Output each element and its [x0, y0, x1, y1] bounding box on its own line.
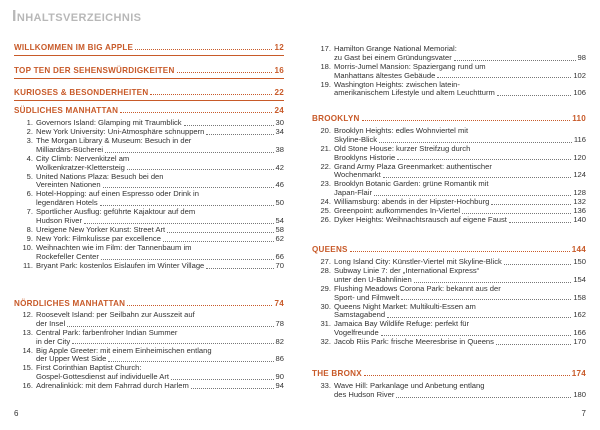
- section-queens[interactable]: [312, 245, 586, 254]
- section-page: 174: [571, 369, 586, 378]
- section-label: SÜDLICHES MANHATTAN: [14, 106, 119, 115]
- entry-number: 23.: [320, 179, 331, 189]
- dot-leader: [496, 344, 571, 345]
- entry-number: 24.: [320, 197, 331, 207]
- section-rule: [14, 100, 284, 101]
- toc-entry[interactable]: [312, 303, 586, 321]
- dot-leader: [381, 335, 572, 336]
- entry-number: 27.: [320, 257, 331, 266]
- toc-entry[interactable]: [14, 262, 284, 271]
- dot-leader: [167, 232, 273, 233]
- entry-text: Sportlicher Ausflug: geführte Kajaktour auf dem: [36, 207, 196, 217]
- entry-text: Vereinten Nationen: [36, 180, 101, 190]
- entry-text: Wolkenkratzer-Klettersteig: [36, 162, 125, 172]
- entry-number: 21.: [320, 143, 331, 153]
- toc-entry[interactable]: [14, 364, 284, 382]
- toc-entry[interactable]: [14, 137, 284, 155]
- entry-text: Greenpoint: aufkommendes In-Viertel: [334, 206, 461, 216]
- toc-entry[interactable]: [312, 338, 586, 347]
- toc-entry[interactable]: [312, 145, 586, 163]
- entry-number: 1.: [26, 118, 33, 127]
- entry-page: 170: [573, 337, 586, 347]
- entry-text: Governors Island: Glamping mit Traumblick: [36, 118, 182, 127]
- entry-page: 120: [573, 152, 586, 162]
- section-bronx[interactable]: [312, 369, 586, 378]
- dot-leader: [362, 120, 571, 121]
- dot-leader: [383, 177, 572, 178]
- entry-page: 30: [275, 118, 284, 127]
- entry-text: Vogelfreunde: [334, 328, 379, 338]
- entry-text: Williamsburg: abends in der Hipster-Hochburg: [334, 197, 490, 207]
- dot-leader: [103, 187, 274, 188]
- entry-page: 98: [577, 52, 586, 62]
- entry-number: 31.: [320, 319, 331, 329]
- entry-page: 38: [275, 144, 284, 154]
- entry-page: 124: [573, 170, 586, 180]
- dot-leader: [374, 195, 571, 196]
- entry-number: 20.: [320, 126, 331, 135]
- section-page: 110: [572, 114, 586, 123]
- entry-text: unter den U-Bahnlinien: [334, 274, 412, 284]
- entry-text: in der City: [36, 336, 71, 346]
- entry-number: 28.: [320, 266, 331, 275]
- dot-leader: [108, 361, 273, 362]
- entry-page: 154: [573, 274, 586, 284]
- entry-text: Grand Army Plaza Greenmarket: authentischer: [334, 161, 492, 171]
- section-brooklyn[interactable]: [312, 114, 586, 123]
- entry-page: 116: [573, 134, 586, 144]
- entry-text: Weihnachten wie im Film: der Tannenbaum im: [36, 243, 192, 252]
- toc-entry[interactable]: [14, 311, 284, 329]
- entry-text: New York University: Uni-Atmosphäre schnuppern: [36, 127, 205, 136]
- dot-leader: [504, 264, 571, 265]
- dot-leader: [509, 222, 571, 223]
- entry-number: 25.: [320, 206, 331, 216]
- dot-leader: [171, 379, 274, 380]
- dot-leader: [497, 95, 572, 96]
- entry-number: 9.: [26, 234, 33, 243]
- entry-page: 166: [573, 328, 586, 338]
- dot-leader: [206, 268, 273, 269]
- toc-entry[interactable]: [14, 347, 284, 365]
- entry-text: Morris-Jumel Mansion: Spaziergang rund um: [334, 61, 486, 71]
- entry-number: 2.: [26, 127, 33, 136]
- entry-text: des Hudson River: [334, 389, 395, 399]
- entry-text: The Morgan Library & Museum: Besuch in der: [36, 136, 192, 145]
- entry-text: der Upper West Side: [36, 354, 107, 364]
- entry-text: Hudson River: [36, 215, 83, 225]
- toc-entry[interactable]: [312, 127, 586, 145]
- entry-text: amerikanischem Lifestyle und altem Leuchtturm: [334, 88, 495, 98]
- entry-page: 94: [275, 381, 284, 391]
- entry-text: Washington Heights: zwischen latein-: [334, 79, 460, 89]
- dot-leader: [454, 60, 576, 61]
- entry-text: Jamaica Bay Wildlife Refuge: perfekt für: [334, 319, 470, 329]
- toc-entry[interactable]: [312, 216, 586, 225]
- entry-number: 5.: [26, 171, 33, 181]
- entry-text: Queens Night Market: Multikulti-Essen am: [334, 301, 476, 311]
- section-label: TOP TEN DER SEHENSWÜRDIGKEITEN: [14, 66, 175, 75]
- left-page-number: 6: [14, 409, 19, 418]
- entry-page: 50: [275, 198, 284, 208]
- toc-entry[interactable]: [312, 163, 586, 181]
- dot-leader: [206, 134, 273, 135]
- entry-page: 42: [275, 162, 284, 172]
- entry-number: 6.: [26, 189, 33, 199]
- entry-number: 19.: [320, 79, 331, 89]
- dot-leader: [491, 204, 571, 205]
- entry-text: United Nations Plaza: Besuch bei den: [36, 171, 164, 181]
- section-page: 22: [274, 88, 284, 97]
- entry-number: 33.: [320, 381, 331, 390]
- entry-page: 58: [275, 225, 284, 234]
- section-willkommen[interactable]: [14, 43, 284, 52]
- toc-entry[interactable]: [14, 173, 284, 191]
- entry-text: Jacob Riis Park: frische Meeresbrise in Queens: [334, 337, 494, 347]
- dot-leader: [105, 152, 273, 153]
- section-label: THE BRONX: [312, 369, 362, 378]
- section-label: KURIOSES & BESONDERHEITEN: [14, 88, 149, 97]
- entry-text: Flushing Meadows Corona Park: bekannt aus der: [334, 283, 501, 293]
- entry-text: Dyker Heights: Weihnachtsrausch auf eigene Faust: [334, 215, 507, 225]
- entry-text: Gospel-Gottesdienst auf individuelle Art: [36, 372, 169, 382]
- entry-number: 4.: [26, 153, 33, 163]
- dot-leader: [135, 49, 272, 50]
- entry-page: 162: [573, 310, 586, 320]
- entry-text: Hamilton Grange National Memorial:: [334, 44, 457, 53]
- entry-page: 136: [573, 206, 586, 216]
- toc-entry[interactable]: [14, 208, 284, 226]
- dot-leader: [84, 223, 274, 224]
- toc-entry[interactable]: [312, 63, 586, 81]
- entry-page: 66: [275, 251, 284, 261]
- entry-page: 158: [573, 292, 586, 302]
- dot-leader: [184, 125, 274, 126]
- entry-number: 11.: [23, 260, 33, 270]
- entry-page: 90: [275, 372, 284, 382]
- toc-entry[interactable]: [312, 267, 586, 285]
- section-label: BROOKLYN: [312, 114, 360, 123]
- toc-entry[interactable]: [14, 244, 284, 262]
- entry-text: Sport- und Filmwelt: [334, 292, 400, 302]
- entry-page: 132: [573, 197, 586, 207]
- entry-number: 3.: [26, 136, 33, 145]
- dot-leader: [150, 94, 272, 95]
- entry-text: Ureigene New Yorker Kunst: Street Art: [36, 225, 166, 234]
- entry-page: 34: [275, 127, 284, 136]
- dot-leader: [67, 326, 273, 327]
- entry-text: Skyline-Blick: [334, 134, 378, 144]
- entry-page: 180: [573, 389, 586, 399]
- entry-text: legendären Hotels: [36, 198, 98, 208]
- entry-page: 70: [275, 260, 284, 270]
- toc-entry[interactable]: [14, 382, 284, 391]
- entry-page: 54: [275, 215, 284, 225]
- entry-page: 140: [573, 215, 586, 225]
- entry-text: Japan-Flair: [334, 188, 372, 198]
- section-top[interactable]: [14, 66, 284, 75]
- entry-number: 13.: [22, 327, 33, 337]
- entry-number: 12.: [22, 310, 33, 319]
- dot-leader: [379, 142, 572, 143]
- toc-entry[interactable]: [14, 155, 284, 173]
- entry-text: Wochenmarkt: [334, 170, 381, 180]
- toc-entry[interactable]: [312, 285, 586, 303]
- entry-page: 46: [275, 180, 284, 190]
- entry-number: 16.: [22, 381, 33, 391]
- entry-page: 106: [573, 88, 586, 98]
- entry-number: 26.: [320, 215, 331, 225]
- entry-text: Samstagabend: [334, 310, 386, 320]
- dot-leader: [401, 299, 571, 300]
- entry-text: Long Island City: Künstler-Viertel mit Skyline-Blick: [334, 257, 502, 266]
- dot-leader: [120, 112, 272, 113]
- toc-entry[interactable]: [14, 190, 284, 208]
- entry-page: 86: [275, 354, 284, 364]
- dot-leader: [163, 241, 274, 242]
- entry-text: zu Gast bei einem Gründungsvater: [334, 52, 452, 62]
- entry-text: New York: Filmkulisse par excellence: [36, 234, 161, 243]
- dot-leader: [72, 343, 273, 344]
- entry-text: Rockefeller Center: [36, 251, 99, 261]
- toc-title: Inhaltsverzeichnis: [12, 8, 142, 25]
- toc-entry[interactable]: [312, 81, 586, 99]
- section-page: 16: [274, 66, 284, 75]
- entry-page: 82: [275, 336, 284, 346]
- toc-entry[interactable]: [312, 382, 586, 400]
- entry-text: Roosevelt Island: per Seilbahn zur Ausszeit auf: [36, 310, 195, 319]
- dot-leader: [191, 388, 274, 389]
- entry-text: der Insel: [36, 318, 66, 328]
- toc-entry[interactable]: [312, 45, 586, 63]
- entry-text: First Corinthian Baptist Church:: [36, 363, 142, 373]
- entry-text: Subway Linie 7: der „International Express“: [334, 266, 480, 275]
- dot-leader: [177, 72, 273, 73]
- entry-number: 29.: [320, 283, 331, 293]
- entry-text: Brooklyn Botanic Garden: grüne Romantik mit: [334, 179, 489, 189]
- toc-entry[interactable]: [14, 329, 284, 347]
- dot-leader: [350, 251, 570, 252]
- section-page: 24: [274, 106, 284, 115]
- dot-leader: [387, 317, 571, 318]
- entry-text: Brooklyns Historie: [334, 152, 396, 162]
- entry-text: Central Park: farbenfroher Indian Summer: [36, 327, 178, 337]
- entry-number: 17.: [320, 44, 331, 53]
- section-kurioses[interactable]: [14, 88, 284, 97]
- dot-leader: [101, 259, 274, 260]
- right-page-number: 7: [581, 409, 586, 418]
- toc-entry[interactable]: [312, 320, 586, 338]
- entry-number: 8.: [26, 225, 33, 234]
- section-page: 74: [274, 299, 284, 308]
- entry-text: Milliardärs-Bücherei: [36, 144, 104, 154]
- entry-text: Brooklyn Heights: edles Wohnviertel mit: [334, 126, 469, 135]
- entry-text: Adrenalinkick: mit dem Fahrrad durch Harlem: [36, 381, 189, 391]
- entry-number: 30.: [320, 301, 331, 311]
- entry-text: Hotel-Hopping: auf einen Espresso oder Drink in: [36, 189, 199, 199]
- entry-text: Big Apple Greeter: mit einem Einheimischen entlang: [36, 345, 212, 355]
- section-label: QUEENS: [312, 245, 348, 254]
- dot-leader: [100, 205, 274, 206]
- dot-leader: [397, 159, 571, 160]
- entry-text: Wave Hill: Parkanlage und Anbetung entlang: [334, 381, 485, 390]
- entry-number: 22.: [320, 161, 331, 171]
- dot-leader: [127, 305, 272, 306]
- section-label: NÖRDLICHES MANHATTAN: [14, 299, 126, 308]
- section-sued[interactable]: [14, 106, 284, 115]
- dot-leader: [462, 213, 571, 214]
- entry-number: 15.: [22, 363, 33, 373]
- entry-number: 7.: [26, 207, 33, 217]
- entry-page: 62: [275, 234, 284, 243]
- section-rule: [14, 78, 284, 79]
- entry-text: Old Stone House: kurzer Streifzug durch: [334, 143, 471, 153]
- section-page: 144: [571, 245, 586, 254]
- entry-page: 150: [573, 257, 586, 266]
- entry-number: 10.: [22, 243, 33, 252]
- dot-leader: [127, 169, 274, 170]
- toc-entry[interactable]: [312, 180, 586, 198]
- entry-page: 102: [573, 70, 586, 80]
- entry-number: 18.: [320, 61, 331, 71]
- section-label: WILLKOMMEN IM BIG APPLE: [14, 43, 134, 52]
- entry-text: City Climb: Nervenkitzel am: [36, 153, 130, 163]
- dot-leader: [437, 77, 571, 78]
- entry-number: 14.: [22, 345, 33, 355]
- dot-leader: [414, 282, 572, 283]
- dot-leader: [396, 397, 571, 398]
- entry-text: Bryant Park: kostenlos Eislaufen im Winter Village: [36, 260, 205, 270]
- entry-page: 78: [275, 318, 284, 328]
- section-rule: [14, 55, 284, 56]
- entry-page: 128: [573, 188, 586, 198]
- section-nord[interactable]: [14, 299, 284, 308]
- entry-number: 32.: [320, 337, 331, 347]
- section-page: 12: [274, 43, 284, 52]
- dot-leader: [364, 375, 570, 376]
- entry-text: Manhattans ältestes Gebäude: [334, 70, 436, 80]
